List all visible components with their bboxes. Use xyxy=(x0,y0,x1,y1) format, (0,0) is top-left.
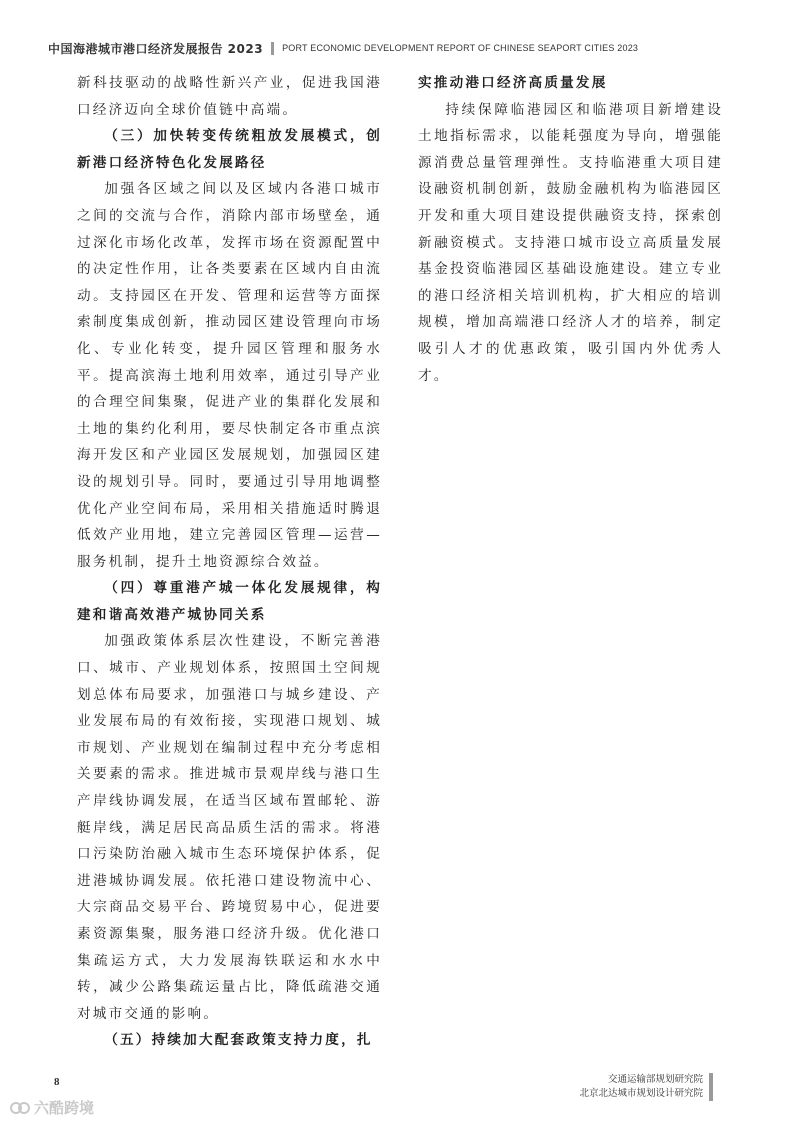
left-column xyxy=(77,70,382,1054)
header-title-cn: 中国海港城市港口经济发展报告 2023 xyxy=(48,41,264,56)
footer-org-line-2: 北京北达城市规划设计研究院 xyxy=(579,1088,703,1099)
paragraph-section-5: 持续保障临港园区和临港项目新增建设土地指标需求，以能耗强度为导向，增强能源消费总量管理弹性。支持临港重大项目建设融资机制创新，鼓励金融机构为临港园区开发和重大项目建设提供融资支持，探索创新融资模式。支持港口城市设立高质量发展基金投资临港园区基础设施建设。建立专业的港口经济相关培训机构，扩大相应的培训规模，增加高端港口经济人才的培养，制定吸引人才的优惠政策，吸引国内外优秀人才。 xyxy=(418,101,723,384)
footer-organizations xyxy=(579,1073,703,1101)
footer-org-line-1: 交通运输部规划研究院 xyxy=(607,1074,703,1085)
section-heading-5-continued: 实推动港口经济高质量发展 xyxy=(418,75,608,91)
section-heading-4: （四）尊重港产城一体化发展规律，构建和谐高效港产城协同关系 xyxy=(77,580,382,623)
watermark-logo-icon xyxy=(10,1100,30,1116)
page-header xyxy=(48,38,748,58)
right-column xyxy=(418,70,723,389)
header-separator xyxy=(271,42,274,55)
watermark xyxy=(10,1097,94,1118)
header-title-en: PORT ECONOMIC DEVELOPMENT REPORT OF CHINESE SEAPORT CITIES 2023 xyxy=(282,43,639,53)
footer-bar xyxy=(709,1073,713,1101)
section-heading-5: （五）持续加大配套政策支持力度，扎 xyxy=(104,1032,373,1049)
page-number: 8 xyxy=(54,1076,60,1088)
paragraph-section-3: 加强各区域之间以及区域内各港口城市之间的交流与合作，消除内部市场壁垒，通过深化市场化改革，发挥市场在资源配置中的决定性作用，让各类要素在区域内自由流动。支持园区在开发、管理和运营等方面探索制度集成创新，推动园区建设管理向市场化、专业化转变，提升园区管理和服务水平。提高滨海土地利用效率，通过引导产业的合理空间集聚，促进产业的集群化发展和土地的集约化利用，要尽快制定各市重点滨海开发区和产业园区发展规划，加强园区建设的规划引导。同时，要通过引导用地调整优化产业空间布局，采用相关措施适时腾退低效产业用地，建立完善园区管理—运营—服务机制，提升土地资源综合效益。 xyxy=(77,181,382,570)
watermark-text: 六酷跨境 xyxy=(34,1099,95,1117)
paragraph-continued: 新科技驱动的战略性新兴产业，促进我国港口经济迈向全球价值链中高端。 xyxy=(77,75,382,118)
paragraph-section-4: 加强政策体系层次性建设，不断完善港口、城市、产业规划体系，按照国土空间规划总体布局要求，加强港口与城乡建设、产业发展布局的有效衔接，实现港口规划、城市规划、产业规划在编制过程中充分考虑相关要素的需求。推进城市景观岸线与港口生产岸线协调发展，在适当区域布置邮轮、游艇岸线，满足居民高品质生活的需求。将港口污染防治融入城市生态环境保护体系，促进港城协调发展。依托港口建设物流中心、大宗商品交易平台、跨境贸易中心，促进要素资源集聚，服务港口经济升级。优化港口集疏运方式，大力发展海铁联运和水水中转，减少公路集疏运量占比，降低疏港交通对城市交通的影响。 xyxy=(77,633,382,1022)
section-heading-3: （三）加快转变传统粗放发展模式，创新港口经济特色化发展路径 xyxy=(77,128,382,171)
